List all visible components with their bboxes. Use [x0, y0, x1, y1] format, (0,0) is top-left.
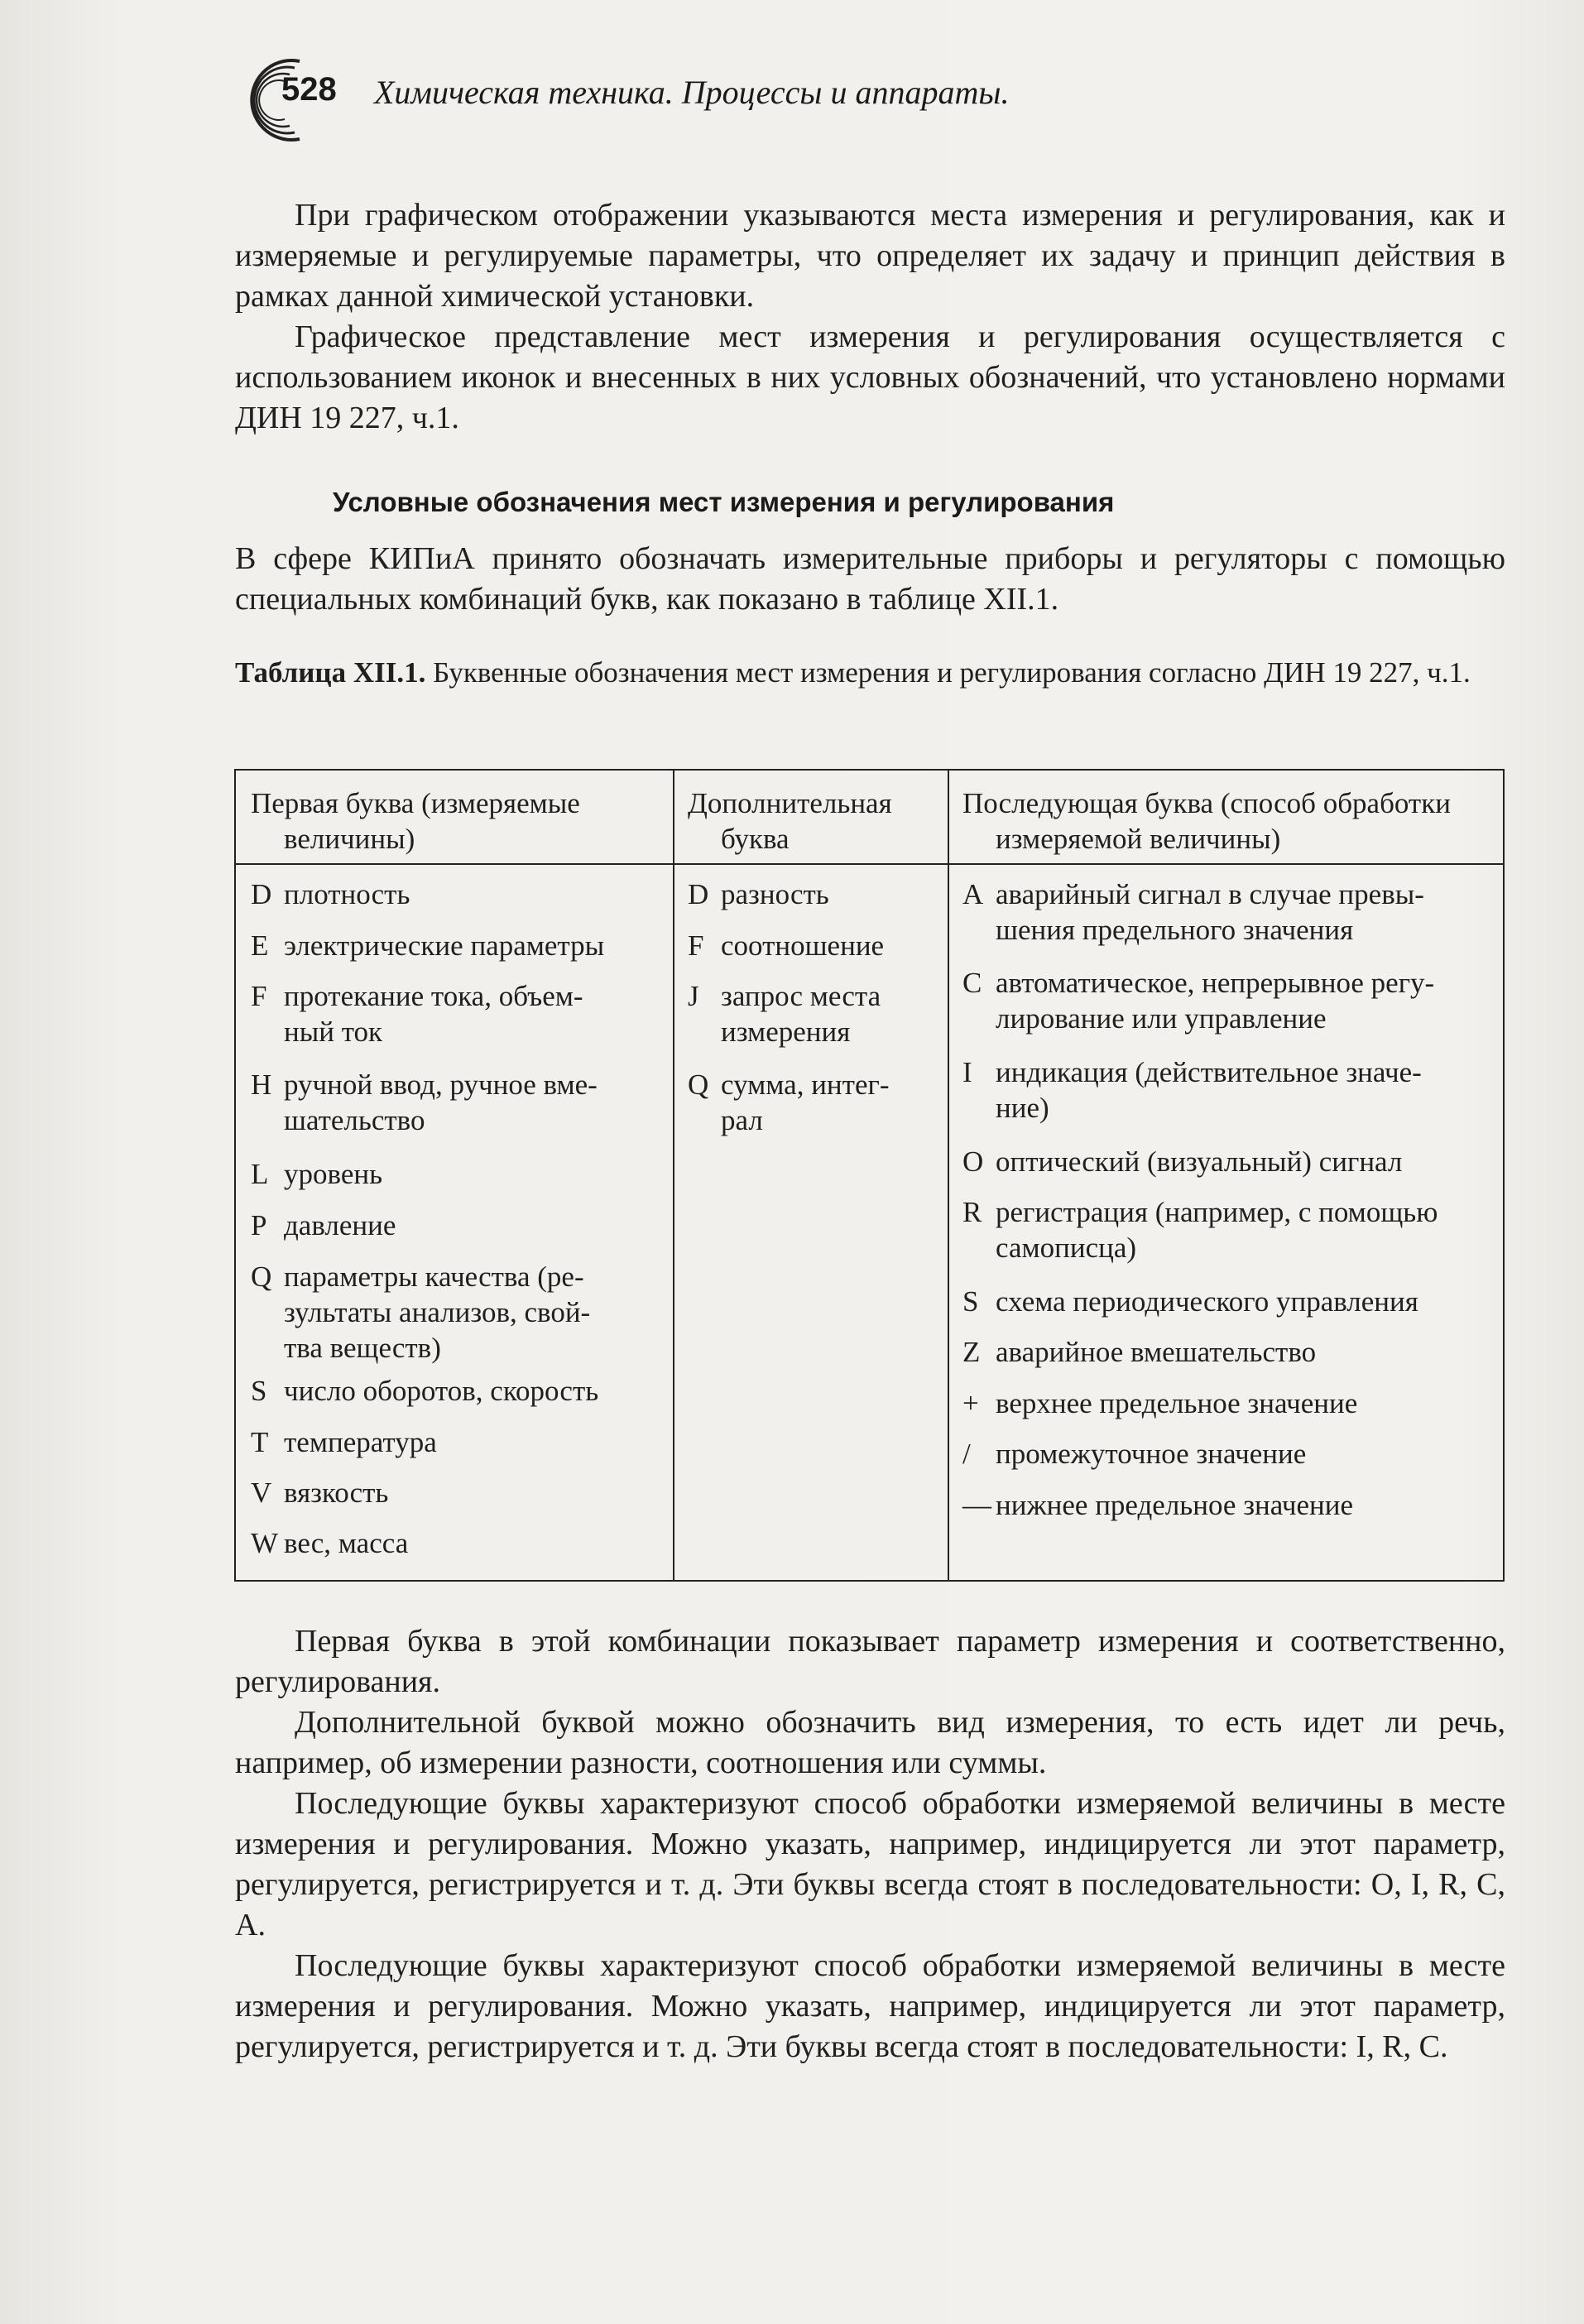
description-line: параметры качества (ре-: [284, 1260, 584, 1293]
code-description: [284, 928, 665, 963]
description-line: тва веществ): [284, 1332, 441, 1364]
description-line: самописца): [996, 1232, 1137, 1264]
code-description: [284, 978, 665, 1049]
paragraph: В сфере КИПиА принято обозначать измерительные приборы и регуляторы с помощью специальных комбинаций букв, как показано в таблице XII.1.: [235, 541, 1505, 617]
description-line: аварийное вмешательство: [996, 1336, 1317, 1368]
description-line: нижнее предельное значение: [996, 1489, 1354, 1521]
code-letter: E: [251, 929, 269, 962]
header-first-letter: Первая буква (измеряемые величины): [251, 787, 580, 855]
description-line: лирование или управление: [996, 1002, 1327, 1035]
description-line: соотношение: [721, 929, 885, 962]
header-divider: [236, 863, 1503, 865]
description-line: регистрация (например, с помощью: [996, 1196, 1438, 1228]
description-line: верхнее предельное значение: [996, 1387, 1358, 1419]
code-letter: —: [962, 1489, 991, 1521]
code-description: [721, 978, 944, 1049]
column-divider: [948, 771, 949, 1580]
description-line: оптический (визуальный) сигнал: [996, 1145, 1403, 1178]
table-caption: [235, 654, 1505, 691]
code-description: [284, 1373, 665, 1409]
paragraph: Последующие буквы характеризуют способ обработки измеряемой величины в месте измерения и регулирования. Можно указать, например, индицируется ли этот параметр, регулируется, регистрируется и т. д. Эти буквы всегда стоят в последовательности: O, I, R, C, A.: [235, 1786, 1505, 1942]
page-header: [242, 55, 1483, 146]
page-number: 528: [281, 71, 337, 108]
letter-codes-table: [234, 769, 1505, 1582]
code-description: [996, 1436, 1500, 1472]
code-description: [284, 1208, 665, 1243]
code-description: [996, 1054, 1500, 1126]
code-description: [996, 965, 1500, 1036]
description-line: сумма, интег-: [721, 1068, 890, 1101]
code-letter: Z: [962, 1336, 981, 1368]
code-letter: Q: [251, 1260, 272, 1293]
description-line: индикация (действительное значе-: [996, 1056, 1422, 1088]
code-description: [996, 1284, 1500, 1319]
header-additional-letter: Дополнительная буква: [688, 787, 892, 855]
code-letter: V: [251, 1477, 272, 1509]
code-letter: D: [688, 878, 709, 910]
code-letter: H: [251, 1068, 272, 1101]
code-description: [721, 876, 944, 912]
description-line: зультаты анализов, свой-: [284, 1296, 591, 1328]
code-letter: P: [251, 1209, 267, 1241]
description-line: плотность: [284, 878, 410, 910]
code-letter: S: [962, 1285, 979, 1318]
description-line: вязкость: [284, 1477, 389, 1509]
code-description: [284, 1156, 665, 1192]
description-line: аварийный сигнал в случае превы-: [996, 878, 1424, 910]
description-line: ние): [996, 1092, 1049, 1124]
paragraph: Дополнительной буквой можно обозначить вид измерения, то есть идет ли речь, например, об измерении разности, соотношения или суммы.: [235, 1705, 1505, 1780]
description-line: шательство: [284, 1104, 425, 1136]
code-letter: J: [688, 980, 699, 1012]
description-line: электрические параметры: [284, 929, 605, 962]
code-letter: F: [251, 980, 267, 1012]
code-description: [996, 876, 1500, 948]
code-letter: +: [962, 1387, 979, 1419]
description-line: запрос места: [721, 980, 881, 1012]
paragraph: Первая буква в этой комбинации показывает параметр измерения и соответственно, регулирования.: [235, 1624, 1505, 1699]
header-subsequent-letter: Последующая буква (способ обработки измеряемой величины): [962, 787, 1451, 855]
description-line: измерения: [721, 1016, 851, 1048]
code-description: [996, 1385, 1500, 1421]
code-letter: W: [251, 1527, 279, 1559]
description-line: рал: [721, 1104, 763, 1136]
closing-text: [235, 1621, 1505, 2067]
code-description: [284, 876, 665, 912]
running-title: Химическая техника. Процессы и аппараты.: [374, 74, 1010, 111]
code-description: [284, 1475, 665, 1510]
code-description: [284, 1259, 665, 1366]
description-line: число оборотов, скорость: [284, 1375, 599, 1407]
description-line: промежуточное значение: [996, 1438, 1307, 1470]
intro-text: [235, 195, 1505, 439]
code-letter: T: [251, 1426, 269, 1458]
paragraph: При графическом отображении указываются места измерения и регулирования, как и измеряемые и регулируемые параметры, что определяет их задачу и принцип действия в рамках данной химической установки.: [235, 198, 1505, 314]
description-line: шения предельного значения: [996, 914, 1354, 946]
code-letter: R: [962, 1196, 982, 1228]
table-caption-label: Таблица XII.1.: [235, 656, 426, 689]
code-letter: C: [962, 967, 982, 999]
paragraph: Последующие буквы характеризуют способ обработки измеряемой величины в месте измерения и регулирования. Можно указать, например, индицируется ли этот параметр, регулируется, регистрируется и т. д. Эти буквы всегда стоят в последовательности: I, R, C.: [235, 1948, 1505, 2064]
description-line: разность: [721, 878, 829, 910]
description-line: вес, масса: [284, 1527, 409, 1559]
table-caption-text: Буквенные обозначения мест измерения и регулирования согласно ДИН 19 227, ч.1.: [433, 656, 1471, 689]
code-letter: /: [962, 1438, 971, 1470]
code-letter: L: [251, 1158, 269, 1190]
description-line: схема периодического управления: [996, 1285, 1418, 1318]
code-description: [284, 1067, 665, 1138]
description-line: уровень: [284, 1158, 383, 1190]
code-letter: D: [251, 878, 272, 910]
code-letter: F: [688, 929, 704, 962]
description-line: ручной ввод, ручное вме-: [284, 1068, 598, 1101]
code-letter: A: [962, 878, 984, 910]
description-line: автоматическое, непрерывное регу-: [996, 967, 1435, 999]
description-line: протекание тока, объем-: [284, 980, 583, 1012]
section-text: [235, 539, 1505, 620]
code-letter: Q: [688, 1068, 709, 1101]
code-description: [996, 1194, 1500, 1265]
section-heading: Условные обозначения мест измерения и регулирования: [333, 487, 1115, 517]
code-description: [284, 1424, 665, 1460]
code-description: [721, 928, 944, 963]
description-line: ный ток: [284, 1016, 383, 1048]
paragraph: Графическое представление мест измерения и регулирования осуществляется с использованием иконок и внесенных в них условных обозначений, что установлено нормами ДИН 19 227, ч.1.: [235, 319, 1505, 435]
description-line: температура: [284, 1426, 437, 1458]
description-line: давление: [284, 1209, 396, 1241]
code-description: [721, 1067, 944, 1138]
code-description: [284, 1525, 665, 1561]
code-description: [996, 1144, 1500, 1179]
code-description: [996, 1334, 1500, 1370]
code-letter: S: [251, 1375, 267, 1407]
column-divider: [673, 771, 674, 1580]
code-letter: I: [962, 1056, 972, 1088]
code-letter: O: [962, 1145, 984, 1178]
code-description: [996, 1487, 1500, 1523]
